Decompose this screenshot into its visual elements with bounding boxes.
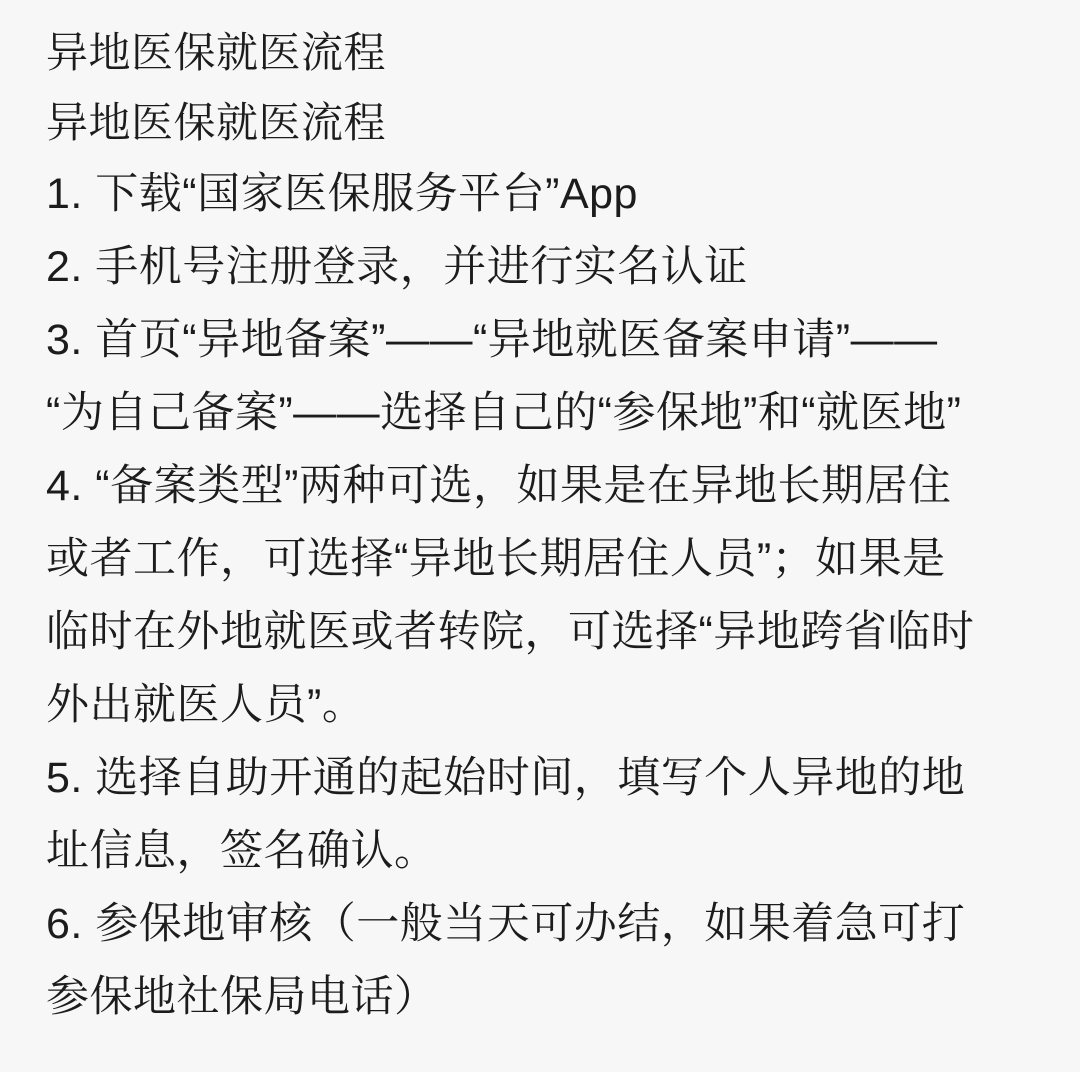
step-line-8: 外出就医人员”。 (46, 681, 366, 729)
step-line-5: 4. “备案类型”两种可选，如果是在异地长期居住 (46, 462, 952, 510)
step-line-10: 址信息，签名确认。 (46, 827, 438, 875)
step-line-12: 参保地社保局电话） (46, 973, 438, 1021)
step-line-4: “为自己备案”——选择自己的“参保地”和“就医地” (46, 389, 962, 437)
step-line-1: 1. 下载“国家医保服务平台”App (46, 170, 638, 218)
step-line-6: 或者工作，可选择“异地长期居住人员”；如果是 (46, 535, 946, 583)
step-line-11: 6. 参保地审核（一般当天可办结，如果着急可打 (46, 900, 966, 948)
document-subtitle: 异地医保就医流程 (46, 99, 387, 146)
step-line-3: 3. 首页“异地备案”——“异地就医备案申请”—— (46, 316, 938, 364)
step-line-9: 5. 选择自助开通的起始时间，填写个人异地的地 (46, 754, 966, 802)
step-line-7: 临时在外地就医或者转院，可选择“异地跨省临时 (46, 608, 975, 656)
page-title: 异地医保就医流程 (46, 29, 387, 76)
step-line-2: 2. 手机号注册登录，并进行实名认证 (46, 243, 748, 291)
